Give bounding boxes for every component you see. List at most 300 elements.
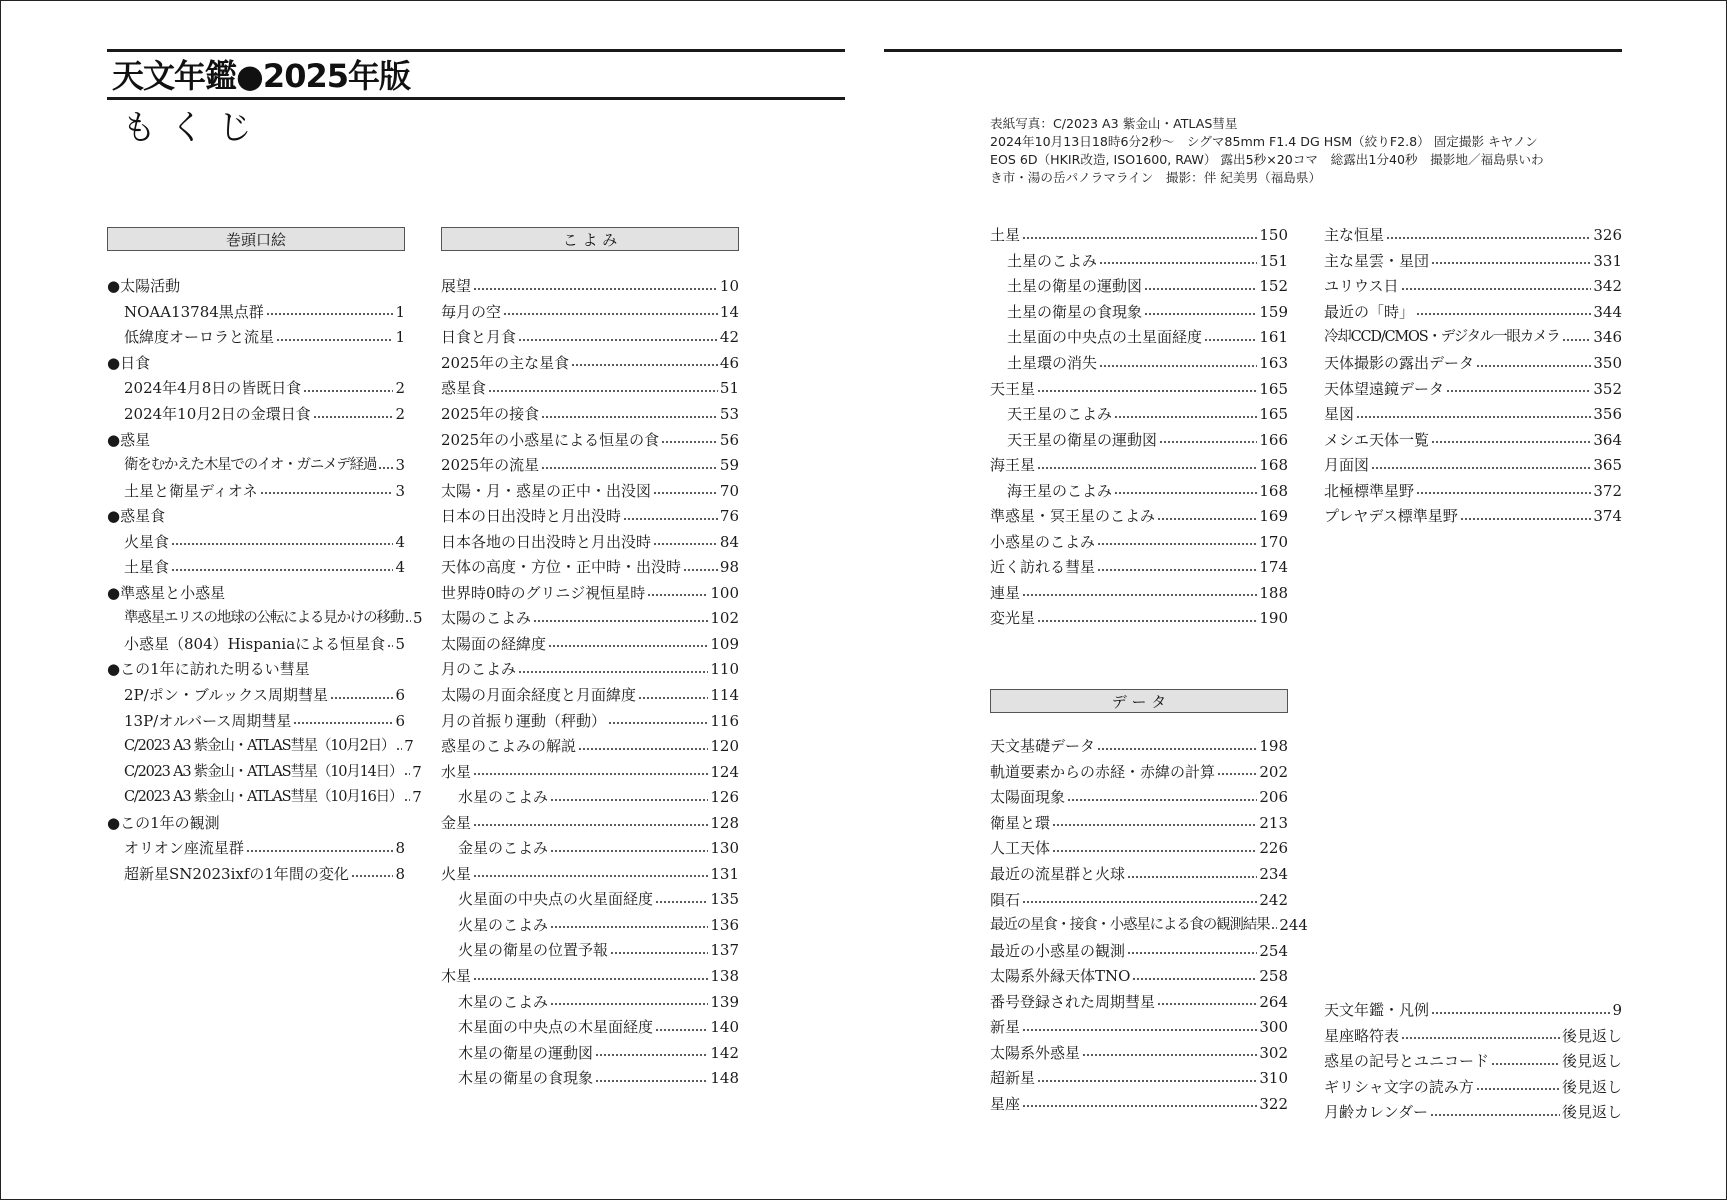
toc-entry-title: 2025年の小惑星による恒星の食 bbox=[441, 430, 660, 449]
toc-entry bbox=[990, 581, 1288, 607]
dot-leader bbox=[1022, 901, 1257, 903]
toc-entry-page: 352 bbox=[1593, 379, 1622, 398]
dot-leader bbox=[1144, 313, 1257, 315]
toc-entry-title: 天王星の衛星の運動図 bbox=[1007, 430, 1158, 449]
toc-entry-page: 234 bbox=[1259, 865, 1288, 883]
dot-leader bbox=[578, 748, 708, 750]
toc-column-kanto bbox=[107, 274, 423, 887]
toc-entry-title: 北極標準星野 bbox=[1324, 481, 1415, 500]
toc-entry-page: 136 bbox=[710, 915, 739, 934]
toc-entry bbox=[1324, 274, 1622, 300]
toc-entry bbox=[107, 632, 405, 658]
toc-entry bbox=[990, 351, 1288, 377]
toc-column-data bbox=[990, 734, 1308, 1117]
toc-entry-title: 土星の衛星の運動図 bbox=[1007, 277, 1143, 296]
toc-entry-page: 139 bbox=[710, 992, 739, 1011]
dot-leader bbox=[1099, 365, 1257, 367]
title-underline-rule bbox=[107, 97, 845, 100]
toc-entry bbox=[990, 760, 1288, 786]
toc-entry-title: メシエ天体一覧 bbox=[1324, 430, 1430, 449]
toc-entry-page: 165 bbox=[1259, 379, 1288, 398]
toc-entry bbox=[990, 249, 1288, 275]
dot-leader bbox=[1157, 1003, 1257, 1005]
toc-entry bbox=[441, 555, 739, 581]
toc-entry-title: 土星と衛星ディオネ bbox=[124, 481, 258, 500]
toc-entry-page: 116 bbox=[710, 711, 739, 730]
toc-entry-page: 142 bbox=[710, 1043, 739, 1062]
toc-entry bbox=[1324, 504, 1622, 530]
toc-entry-page: 264 bbox=[1259, 992, 1288, 1011]
toc-entry bbox=[107, 300, 405, 326]
toc-entry bbox=[990, 453, 1288, 479]
dot-leader bbox=[1114, 492, 1257, 494]
toc-group-heading bbox=[107, 504, 405, 530]
dot-leader bbox=[1217, 773, 1257, 775]
toc-entry bbox=[990, 811, 1288, 837]
toc-entry-title: C/2023 A3 紫金山・ATLAS彗星（10月16日） bbox=[124, 789, 403, 806]
toc-entry bbox=[1324, 1049, 1622, 1075]
dot-leader bbox=[518, 339, 718, 341]
toc-entry-page: 344 bbox=[1593, 302, 1622, 321]
toc-entry-title: 太陽面現象 bbox=[990, 788, 1066, 807]
toc-entry-page: 374 bbox=[1593, 507, 1622, 526]
toc-entry-page: 356 bbox=[1593, 405, 1622, 424]
toc-entry-title: 太陽面の経緯度 bbox=[441, 634, 547, 653]
toc-entry-title: 日本の日出没時と月出没時 bbox=[441, 507, 622, 526]
toc-entry-page: 310 bbox=[1259, 1069, 1288, 1088]
toc-entry-title: 太陽のこよみ bbox=[441, 609, 532, 628]
toc-entry bbox=[441, 810, 739, 836]
toc-entry-title: 準惑星エリスの地球の公転による見かけの移動 bbox=[124, 610, 404, 627]
top-rule-left bbox=[107, 49, 845, 52]
toc-entry bbox=[107, 734, 414, 760]
toc-entry-page: 365 bbox=[1593, 456, 1622, 475]
toc-entry bbox=[107, 606, 423, 632]
toc-entry-page: 161 bbox=[1259, 328, 1288, 347]
toc-entry-page: 98 bbox=[719, 558, 739, 577]
dot-leader bbox=[387, 645, 393, 647]
toc-entry bbox=[107, 836, 405, 862]
toc-entry bbox=[990, 1015, 1288, 1041]
cover-photo-credit bbox=[990, 115, 1630, 187]
toc-entry-page: 244 bbox=[1279, 916, 1308, 935]
toc-entry-page: 124 bbox=[710, 762, 739, 781]
toc-entry-page: 206 bbox=[1259, 788, 1288, 807]
toc-entry-title: 天体望遠鏡データ bbox=[1324, 379, 1445, 398]
toc-entry bbox=[990, 530, 1288, 556]
toc-entry-page: 5 bbox=[395, 634, 405, 653]
toc-entry-title: 惑星のこよみの解説 bbox=[441, 737, 577, 756]
toc-entry-page: 120 bbox=[710, 737, 739, 756]
toc-entry-title: 惑星食 bbox=[441, 379, 487, 398]
dot-leader bbox=[1022, 594, 1257, 596]
toc-entry bbox=[990, 504, 1288, 530]
toc-entry-title: ● 準惑星と小惑星 bbox=[107, 581, 225, 606]
toc-entry-title: 火星食 bbox=[124, 532, 170, 551]
toc-entry-title: 星座略符表 bbox=[1324, 1026, 1400, 1045]
toc-entry bbox=[107, 402, 405, 428]
dot-leader bbox=[1097, 569, 1257, 571]
dot-leader bbox=[647, 594, 708, 596]
dot-leader bbox=[550, 1003, 708, 1005]
dot-leader bbox=[548, 645, 708, 647]
dot-leader bbox=[683, 569, 718, 571]
toc-entry bbox=[990, 300, 1288, 326]
toc-entry bbox=[1324, 427, 1622, 453]
toc-entry-title: 2025年の流星 bbox=[441, 456, 540, 475]
toc-entry-title: ● 日食 bbox=[107, 351, 150, 376]
dot-leader bbox=[1097, 748, 1257, 750]
toc-entry bbox=[441, 402, 739, 428]
cover-credit-line: EOS 6D（HKIR改造, ISO1600, RAW） 露出5秒×20コマ 総露出1分40秒 撮影地／福島県いわ bbox=[990, 152, 1544, 167]
toc-entry-page: 135 bbox=[710, 890, 739, 909]
dot-leader bbox=[1082, 1054, 1257, 1056]
toc-entry bbox=[441, 325, 739, 351]
toc-entry-title: 天体撮影の露出データ bbox=[1324, 354, 1475, 372]
toc-entry-page: 51 bbox=[719, 379, 739, 398]
dot-leader bbox=[1052, 824, 1257, 826]
dot-leader bbox=[1476, 365, 1591, 367]
toc-entry bbox=[441, 1015, 739, 1041]
toc-entry-title: 月の首振り運動（秤動） bbox=[441, 711, 607, 730]
toc-entry-title: 土星面の中央点の土星面経度 bbox=[1007, 328, 1203, 347]
toc-entry-title: 月齢カレンダー bbox=[1324, 1103, 1429, 1122]
toc-entry-page: 5 bbox=[413, 609, 423, 628]
dot-leader bbox=[571, 364, 718, 366]
dot-leader bbox=[330, 697, 394, 699]
toc-entry-title: 金星のこよみ bbox=[458, 839, 549, 858]
toc-entry bbox=[990, 1066, 1288, 1092]
dot-leader bbox=[655, 901, 708, 903]
toc-group-heading bbox=[107, 810, 405, 836]
dot-leader bbox=[1097, 543, 1257, 545]
dot-leader bbox=[1114, 416, 1257, 418]
dot-leader bbox=[1022, 1029, 1257, 1031]
dot-leader bbox=[404, 773, 410, 775]
toc-entry-title: C/2023 A3 紫金山・ATLAS彗星（10月14日） bbox=[124, 763, 403, 780]
dot-leader bbox=[1067, 799, 1257, 801]
toc-entry-page: 188 bbox=[1259, 583, 1288, 602]
toc-entry-page: 7 bbox=[412, 788, 422, 807]
dot-leader bbox=[1159, 441, 1257, 443]
toc-entry-page: 76 bbox=[719, 507, 739, 526]
toc-entry-title: ギリシャ文字の読み方 bbox=[1324, 1077, 1474, 1096]
dot-leader bbox=[1386, 237, 1591, 239]
dot-leader bbox=[653, 492, 718, 494]
toc-entry-title: 天体の高度・方位・正中時・出没時 bbox=[441, 558, 682, 577]
toc-entry-title: 火星のこよみ bbox=[458, 915, 549, 934]
toc-entry-page: 168 bbox=[1259, 481, 1288, 500]
toc-entry-title: ● 太陽活動 bbox=[107, 274, 180, 299]
toc-entry bbox=[107, 325, 405, 351]
toc-entry-title: 月のこよみ bbox=[441, 660, 517, 679]
toc-group-heading bbox=[107, 427, 405, 453]
toc-entry-title: 木星のこよみ bbox=[458, 992, 549, 1011]
dot-leader bbox=[503, 313, 718, 315]
toc-entry bbox=[990, 1041, 1288, 1067]
toc-entry-page: 163 bbox=[1259, 354, 1288, 372]
dot-leader bbox=[610, 952, 708, 954]
dot-leader bbox=[1356, 416, 1591, 418]
toc-entry bbox=[1324, 402, 1622, 428]
toc-entry-title: 番号登録された周期彗星 bbox=[990, 992, 1156, 1011]
toc-entry bbox=[441, 300, 739, 326]
toc-entry-page: 2 bbox=[395, 405, 405, 423]
toc-entry bbox=[107, 785, 422, 811]
toc-entry-title: NOAA13784黒点群 bbox=[124, 302, 264, 321]
toc-entry-title: 天王星 bbox=[990, 379, 1036, 398]
toc-entry-title: 木星の衛星の運動図 bbox=[458, 1043, 594, 1062]
toc-entry-title: 惑星の記号とユニコード bbox=[1324, 1052, 1490, 1071]
toc-entry-page: 159 bbox=[1259, 302, 1288, 321]
toc-entry-page: 後見返し bbox=[1561, 1026, 1622, 1045]
dot-leader bbox=[171, 569, 393, 571]
toc-entry-title: 冷却CCD/CMOS・デジタル一眼カメラ bbox=[1324, 329, 1560, 346]
toc-entry-page: 7 bbox=[404, 737, 414, 756]
toc-entry bbox=[990, 1092, 1288, 1118]
toc-entry-title: 軌道要素からの赤経・赤緯の計算 bbox=[990, 762, 1216, 781]
toc-entry-page: 350 bbox=[1593, 354, 1622, 372]
dot-leader bbox=[1431, 1012, 1610, 1014]
toc-entry bbox=[990, 836, 1288, 862]
dot-leader bbox=[638, 697, 708, 699]
toc-entry-page: 14 bbox=[719, 302, 739, 321]
toc-entry bbox=[990, 376, 1288, 402]
toc-entry bbox=[107, 376, 405, 402]
toc-entry bbox=[107, 862, 405, 888]
toc-entry-title: 火星の衛星の位置予報 bbox=[458, 941, 609, 960]
dot-leader bbox=[266, 313, 394, 315]
dot-leader bbox=[1127, 952, 1257, 954]
toc-entry bbox=[441, 938, 739, 964]
toc-entry-page: 102 bbox=[710, 609, 739, 628]
toc-entry bbox=[1324, 300, 1622, 326]
toc-entry-page: 213 bbox=[1259, 813, 1288, 832]
toc-entry-title: 衛星と環 bbox=[990, 813, 1051, 832]
toc-entry-title: ● この1年の観測 bbox=[107, 811, 220, 836]
dot-leader bbox=[550, 850, 708, 852]
dot-leader bbox=[378, 467, 393, 469]
dot-leader bbox=[595, 1054, 708, 1056]
toc-entry bbox=[107, 453, 405, 479]
toc-entry-page: 3 bbox=[395, 456, 405, 475]
toc-entry bbox=[441, 913, 739, 939]
dot-leader bbox=[541, 467, 718, 469]
toc-entry-title: オリオン座流星群 bbox=[124, 839, 244, 858]
toc-entry-page: 1 bbox=[395, 328, 405, 347]
dot-leader bbox=[1491, 1063, 1560, 1065]
toc-entry-title: 2P/ポン・ブルックス周期彗星 bbox=[124, 686, 328, 705]
toc-entry bbox=[1324, 376, 1622, 402]
dot-leader bbox=[1430, 1114, 1560, 1116]
dot-leader bbox=[1022, 237, 1257, 239]
toc-entry-page: 169 bbox=[1259, 507, 1288, 526]
toc-entry-page: 8 bbox=[395, 839, 405, 858]
toc-entry-title: 金星 bbox=[441, 813, 472, 832]
toc-entry bbox=[990, 913, 1308, 939]
toc-entry-title: プレヤデス標準星野 bbox=[1324, 507, 1458, 526]
dot-leader bbox=[1416, 313, 1591, 315]
toc-entry-title: 変光星 bbox=[990, 609, 1036, 628]
cover-credit-line: 表紙写真：C/2023 A3 紫金山・ATLAS彗星 bbox=[990, 116, 1238, 131]
dot-leader bbox=[1099, 262, 1257, 264]
toc-entry bbox=[441, 453, 739, 479]
toc-entry-title: 太陽系外縁天体TNO bbox=[990, 967, 1131, 986]
toc-entry-page: 150 bbox=[1259, 226, 1288, 245]
toc-entry-title: 近く訪れる彗星 bbox=[990, 558, 1096, 577]
dot-leader bbox=[1431, 262, 1591, 264]
toc-entry-page: 46 bbox=[719, 353, 739, 372]
toc-entry bbox=[990, 862, 1288, 888]
toc-entry-title: 海王星のこよみ bbox=[1007, 481, 1113, 500]
toc-column-koyomi bbox=[441, 274, 739, 1092]
toc-entry-title: 木星 bbox=[441, 967, 472, 986]
toc-entry-title: ● この1年に訪れた明るい彗星 bbox=[107, 657, 310, 682]
toc-entry-title: 天文年鑑・凡例 bbox=[1324, 1001, 1430, 1020]
toc-entry-page: 364 bbox=[1593, 430, 1622, 449]
toc-entry-title: 主な恒星 bbox=[1324, 226, 1385, 245]
toc-entry-page: 300 bbox=[1259, 1018, 1288, 1037]
toc-entry-title: 星座 bbox=[990, 1094, 1021, 1113]
dot-leader bbox=[1401, 1037, 1560, 1039]
toc-entry-page: 後見返し bbox=[1561, 1103, 1622, 1122]
toc-column-koyomi-continued bbox=[990, 223, 1288, 632]
toc-entry bbox=[990, 989, 1288, 1015]
section-header-koyomi: こ よ み bbox=[441, 227, 739, 251]
toc-entry-page: 4 bbox=[395, 558, 405, 577]
toc-entry-page: 140 bbox=[710, 1018, 739, 1037]
toc-entry-page: 202 bbox=[1259, 762, 1288, 781]
toc-entry bbox=[1324, 478, 1622, 504]
toc-entry bbox=[441, 862, 739, 888]
dot-leader bbox=[1037, 467, 1257, 469]
toc-entry bbox=[441, 351, 739, 377]
dot-leader bbox=[661, 441, 718, 443]
toc-entry-page: 59 bbox=[719, 456, 739, 475]
toc-entry-title: 最近の星食・接食・小惑星による食の観測結果 bbox=[990, 917, 1270, 934]
toc-entry bbox=[1324, 1100, 1622, 1126]
toc-entry bbox=[441, 1040, 739, 1066]
toc-entry bbox=[1324, 223, 1622, 249]
toc-entry bbox=[990, 887, 1288, 913]
toc-entry-title: 水星 bbox=[441, 762, 472, 781]
dot-leader bbox=[1416, 492, 1591, 494]
dot-leader bbox=[655, 1029, 708, 1031]
toc-entry bbox=[990, 402, 1288, 428]
toc-entry-page: 346 bbox=[1593, 328, 1622, 347]
dot-leader bbox=[1127, 876, 1257, 878]
dot-leader bbox=[1132, 978, 1257, 980]
dot-leader bbox=[653, 543, 718, 545]
toc-entry-page: 242 bbox=[1259, 890, 1288, 909]
toc-entry bbox=[107, 529, 405, 555]
toc-entry-title: 火星 bbox=[441, 864, 472, 883]
toc-entry-title: 2025年の接食 bbox=[441, 405, 540, 423]
toc-entry-title: ユリウス日 bbox=[1324, 277, 1399, 296]
toc-entry-title: 毎月の空 bbox=[441, 302, 502, 321]
toc-entry bbox=[441, 887, 739, 913]
toc-entry-title: 土星の衛星の食現象 bbox=[1007, 302, 1143, 321]
dot-leader bbox=[276, 339, 393, 341]
toc-entry-page: 331 bbox=[1593, 251, 1622, 270]
toc-entry-title: 小惑星のこよみ bbox=[990, 532, 1096, 551]
toc-entry-title: 低緯度オーロラと流星 bbox=[124, 328, 275, 347]
toc-entry-page: 6 bbox=[395, 686, 405, 705]
dot-leader bbox=[171, 543, 393, 545]
dot-leader bbox=[1401, 288, 1592, 290]
toc-entry-title: 連星 bbox=[990, 583, 1021, 602]
dot-leader bbox=[1022, 1105, 1257, 1107]
dot-leader bbox=[351, 875, 394, 877]
dot-leader bbox=[1271, 927, 1277, 929]
toc-entry bbox=[107, 759, 422, 785]
dot-leader bbox=[260, 492, 394, 494]
toc-entry-page: 100 bbox=[710, 583, 739, 602]
dot-leader bbox=[1037, 1080, 1257, 1082]
toc-entry bbox=[441, 964, 739, 990]
dot-leader bbox=[608, 722, 708, 724]
dot-leader bbox=[473, 288, 718, 290]
toc-entry-title: 超新星 bbox=[990, 1069, 1036, 1088]
toc-entry-title: 最近の流星群と火球 bbox=[990, 865, 1126, 883]
toc-entry-page: 3 bbox=[395, 481, 405, 500]
dot-leader bbox=[1476, 1088, 1560, 1090]
dot-leader bbox=[1562, 339, 1592, 341]
toc-entry bbox=[107, 708, 405, 734]
toc-entry-page: 372 bbox=[1593, 481, 1622, 500]
toc-entry-title: 日食と月食 bbox=[441, 328, 517, 347]
toc-entry-page: 174 bbox=[1259, 558, 1288, 577]
toc-entry-title: 準惑星・冥王星のこよみ bbox=[990, 507, 1156, 526]
toc-entry-title: 太陽・月・惑星の正中・出没図 bbox=[441, 481, 652, 500]
toc-entry-title: 太陽の月面余経度と月面緯度 bbox=[441, 686, 637, 705]
toc-entry-page: 70 bbox=[719, 481, 739, 500]
toc-entry bbox=[441, 708, 739, 734]
toc-entry-page: 190 bbox=[1259, 609, 1288, 628]
toc-entry bbox=[441, 785, 739, 811]
toc-entry-page: 148 bbox=[710, 1069, 739, 1088]
toc-entry-title: 小惑星（804）Hispaniaによる恒星食 bbox=[124, 634, 386, 653]
toc-entry-title: 土星環の消失 bbox=[1007, 354, 1098, 372]
toc-entry-page: 114 bbox=[710, 686, 739, 705]
toc-entry-page: 166 bbox=[1259, 430, 1288, 449]
toc-entry-title: C/2023 A3 紫金山・ATLAS彗星（10月2日） bbox=[124, 738, 395, 755]
toc-entry-title: 土星食 bbox=[124, 558, 170, 577]
toc-entry bbox=[990, 964, 1288, 990]
toc-entry bbox=[441, 606, 739, 632]
toc-entry-page: 1 bbox=[395, 302, 405, 321]
toc-entry-title: 月面図 bbox=[1324, 456, 1370, 475]
toc-entry-page: 後見返し bbox=[1561, 1077, 1622, 1096]
toc-entry bbox=[441, 683, 739, 709]
toc-group-heading bbox=[107, 657, 405, 683]
toc-entry bbox=[441, 504, 739, 530]
toc-entry bbox=[441, 376, 739, 402]
toc-entry-title: 木星の衛星の食現象 bbox=[458, 1069, 594, 1088]
toc-title: もくじ bbox=[122, 108, 266, 148]
toc-entry-page: 322 bbox=[1259, 1094, 1288, 1113]
dot-leader bbox=[1460, 518, 1592, 520]
toc-entry-page: 198 bbox=[1259, 737, 1288, 756]
toc-entry-title: ● 惑星 bbox=[107, 428, 150, 453]
toc-entry-title: 海王星 bbox=[990, 456, 1036, 475]
dot-leader bbox=[550, 926, 708, 928]
toc-entry bbox=[441, 759, 739, 785]
toc-entry-title: 2024年10月2日の金環日食 bbox=[124, 405, 311, 423]
toc-entry-title: 日本各地の日出没時と月出没時 bbox=[441, 532, 652, 551]
toc-entry bbox=[441, 1066, 739, 1092]
toc-entry-page: 42 bbox=[719, 328, 739, 347]
